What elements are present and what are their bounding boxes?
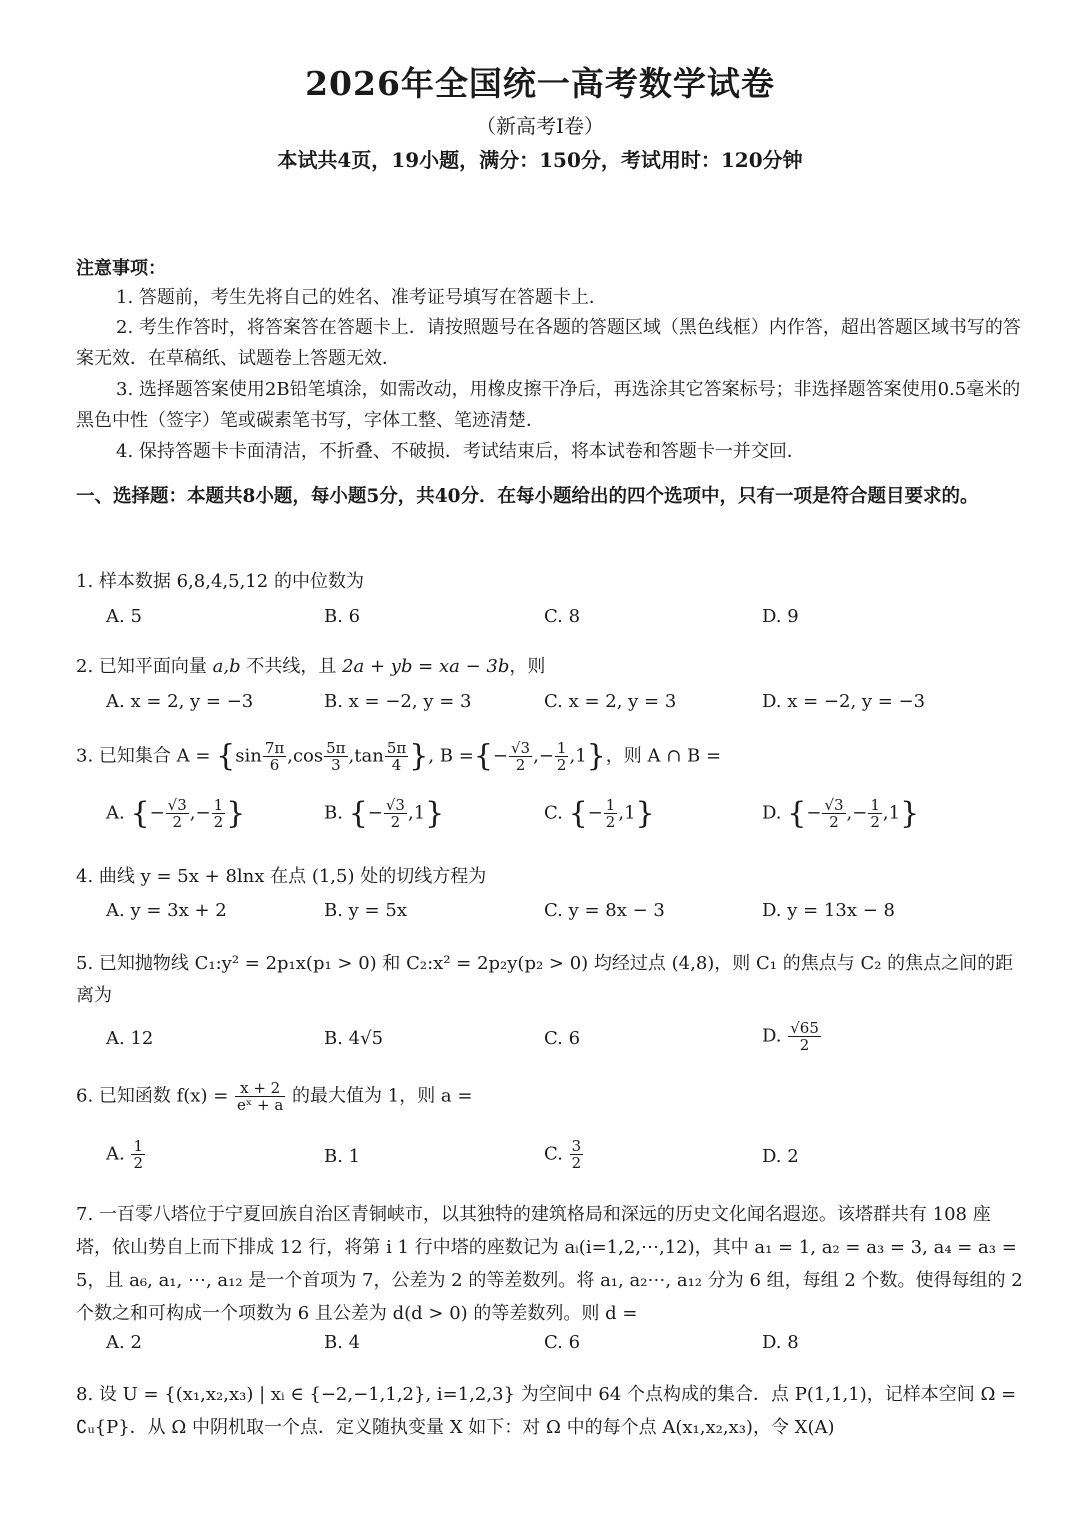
option-b: B. 1 bbox=[324, 1146, 361, 1167]
option-b: B. 4 bbox=[324, 1332, 361, 1353]
question-1-stem: 1. 样本数据 6,8,4,5,12 的中位数为 bbox=[76, 571, 364, 592]
question-3-stem: 3. 已知集合 A = {sin $\frac{7\pi}{6}$ ,cos $\frac{5\pi}{3}$ ,tan $\frac{5\pi}{4}$ }, B ={− $\frac{√3}{2}$ ,− $\frac{1}{2}$ ,1}，则 A ∩ B = bbox=[76, 738, 722, 774]
question-2-stem bbox=[76, 652, 1026, 682]
notes-heading: 注意事项： bbox=[76, 258, 166, 279]
exam-info: 本试共4页，19小题，满分：150分，考试用时：120分钟 bbox=[277, 148, 803, 172]
option-a: A. 5 bbox=[106, 606, 142, 627]
option-b: B. y = 5x bbox=[324, 900, 407, 921]
option-b: B. x = −2, y = 3 bbox=[324, 691, 472, 712]
question-5-stem: 5. 已知抛物线 C₁:y² = 2p₁x(p₁ > 0) 和 C₂:x² = 2p₂y(p₂ > 0) 均经过点 (4,8)，则 C₁ 的焦点与 C₂ 的焦点之间的距离为 bbox=[76, 953, 1014, 1006]
option-c: C. 8 bbox=[544, 606, 581, 627]
note-item: 4. 保持答题卡卡面清洁，不折叠、不破损．考试结束后，将本试卷和答题卡一并交回． bbox=[116, 441, 805, 462]
question-3-options bbox=[106, 796, 1026, 840]
fraction: $\frac{5\pi}{3}$ bbox=[326, 739, 346, 774]
fraction: $\frac{5\pi}{4}$ bbox=[386, 739, 407, 774]
option-d: D. x = −2, y = −3 bbox=[762, 691, 926, 712]
option-c: C. 6 bbox=[544, 1332, 581, 1353]
note-item: 1. 答题前，考生先将自己的姓名、准考证号填写在答题卡上． bbox=[116, 287, 607, 308]
question-6-options bbox=[106, 1138, 1026, 1182]
stem-vars: a,b bbox=[212, 656, 241, 677]
option-a: A. y = 3x + 2 bbox=[106, 900, 227, 921]
stem-text: 3. 已知集合 A = bbox=[76, 745, 211, 767]
fraction: $\frac{1}{2}$ bbox=[556, 739, 567, 774]
page-title: 2026年全国统一高考数学试卷 bbox=[305, 64, 775, 103]
option-d: D. 8 bbox=[762, 1332, 799, 1353]
option-c: C. 6 bbox=[544, 1028, 581, 1049]
stem-equation: 2a + yb = xa − 3b bbox=[342, 656, 510, 677]
fraction: $\frac{√3}{2}$ bbox=[511, 739, 531, 774]
stem-text: ，则 bbox=[509, 656, 546, 677]
option-c: C. $\frac{3}{2}$ bbox=[544, 1137, 582, 1172]
option-b: B. 6 bbox=[324, 606, 361, 627]
option-a: A. 2 bbox=[106, 1332, 142, 1353]
stem-text: 不共线，且 bbox=[240, 656, 343, 677]
note-item: 3. 选择题答案使用2B铅笔填涂，如需改动，用橡皮擦干净后，再选涂其它答案标号；非选择题答案使用0.5毫米的黑色中性（签字）笔或碳素笔书写，字体工整、笔迹清楚． bbox=[76, 379, 1021, 431]
note-item: 2. 考生作答时，将答案答在答题卡上．请按照题号在各题的答题区域（黑色线框）内作答，超出答题区域书写的答案无效．在草稿纸、试题卷上答题无效． bbox=[76, 317, 1021, 369]
option-b: B. {− $\frac{√3}{2}$ ,1} bbox=[324, 796, 445, 831]
option-d: D. 9 bbox=[762, 606, 799, 627]
option-d: D. y = 13x − 8 bbox=[762, 900, 895, 921]
option-c: C. y = 8x − 3 bbox=[544, 900, 665, 921]
stem-text: 2. 已知平面向量 bbox=[76, 656, 213, 677]
section-heading: 一、选择题：本题共8小题，每小题5分，共40分．在每小题给出的四个选项中，只有一项是符合题目要求的。 bbox=[76, 486, 979, 507]
question-5-options bbox=[106, 1020, 1026, 1064]
option-c: C. {− $\frac{1}{2}$ ,1} bbox=[544, 796, 655, 831]
question-7-options bbox=[106, 1332, 1026, 1364]
page-subtitle: （新高考Ⅰ卷） bbox=[476, 114, 604, 138]
option-a: A. 12 bbox=[106, 1028, 154, 1049]
option-d: D. {− $\frac{√3}{2}$ ,− $\frac{1}{2}$ ,1} bbox=[762, 796, 920, 831]
question-7-stem: 7. 一百零八塔位于宁夏回族自治区青铜峡市，以其独特的建筑格局和深远的历史文化闻名遐迩。该塔群共有 108 座塔，依山势自上而下排成 12 行，将第 i 1 行中塔的座数记为 aᵢ(i=1,2,⋯,12)，其中 a₁ = 1, a₂ = a₃ = 3, a₄ = a₃ = 5，且 a₆, a₁, ⋯, a₁₂ 是一个首项为 7，公差为 2 的等差数列。将 a₁, a₂⋯, a₁₂ 分为 6 组，每组 2 个数。使得每组的 2 个数之和可构成一个项数为 6 且公差为 d(d > 0) 的等差数列。则 d = bbox=[76, 1204, 1023, 1324]
question-4-options bbox=[106, 900, 1026, 932]
fraction: $\frac{x + 2}{\text{eˣ + a}}$ bbox=[237, 1079, 284, 1114]
option-c: C. x = 2, y = 3 bbox=[544, 691, 677, 712]
option-b: B. 4√5 bbox=[324, 1028, 384, 1049]
option-d: D. $\frac{√65}{2}$ bbox=[762, 1019, 819, 1054]
option-a: A. x = 2, y = −3 bbox=[106, 691, 254, 712]
option-a: A. {− $\frac{√3}{2}$ ,− $\frac{1}{2}$ } bbox=[106, 796, 246, 831]
question-2-options bbox=[106, 691, 1026, 723]
option-a: A. $\frac{1}{2}$ bbox=[106, 1137, 144, 1172]
question-4-stem: 4. 曲线 y = 5x + 8lnx 在点 (1,5) 处的切线方程为 bbox=[76, 866, 487, 887]
fraction: $\frac{7\pi}{6}$ bbox=[264, 739, 285, 774]
question-1-options bbox=[106, 606, 1026, 638]
option-d: D. 2 bbox=[762, 1146, 799, 1167]
question-8-stem: 8. 设 U = {(x₁,x₂,x₃) | xᵢ ∈ {−2,−1,1,2}, i=1,2,3} 为空间中 64 个点构成的集合．点 P(1,1,1)，记样本空间 Ω = ∁ᵤ{P}．从 Ω 中阴机取一个点．定义随执变量 X 如下：对 Ω 中的每个点 A(x₁,x₂,x₃)，令 X(A) bbox=[76, 1384, 1017, 1438]
question-6-stem: 6. 已知函数 f(x) = $\frac{x + 2}{\text{eˣ + a}}$ 的最大值为 1，则 a = bbox=[76, 1079, 473, 1114]
